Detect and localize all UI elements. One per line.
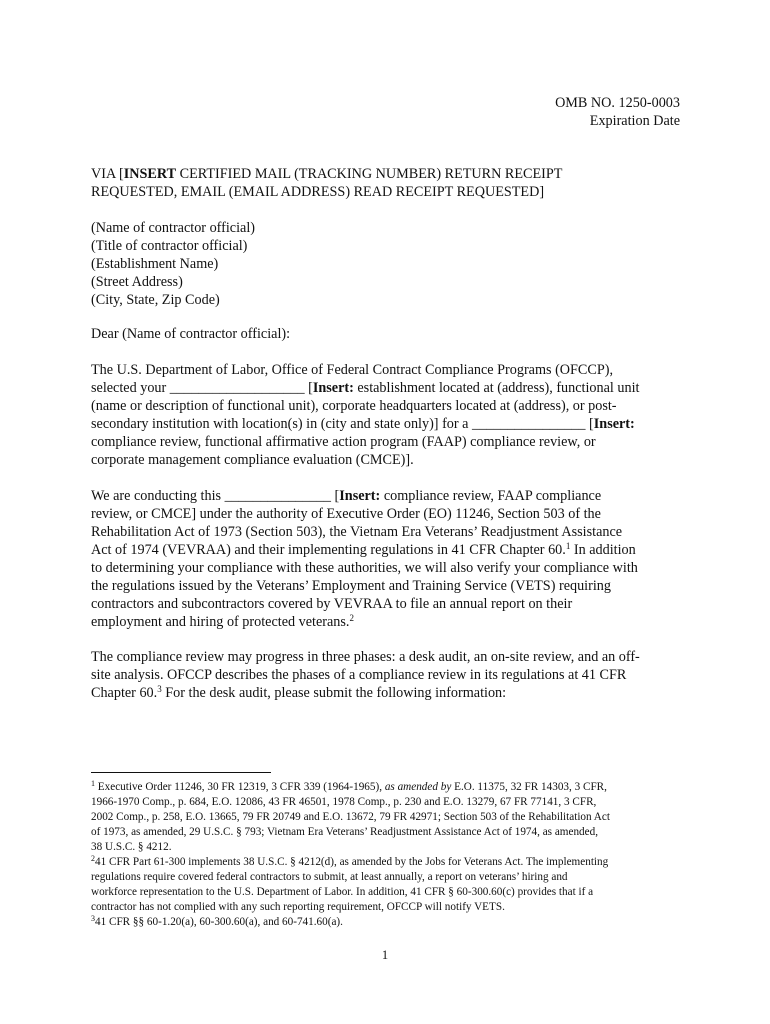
delivery-instructions <box>91 165 683 201</box>
address-line: (Street Address) <box>91 274 183 290</box>
insert-label: Insert: <box>312 380 354 396</box>
footnote-3 <box>91 915 691 930</box>
footnote-text: E.O. 11375, 32 FR 14303, 3 CFR, <box>451 781 607 793</box>
via-text: CERTIFIED MAIL (TRACKING NUMBER) RETURN RECEIPT <box>176 166 563 182</box>
recipient-address <box>91 219 683 309</box>
text-line: selected your ___________________ [ <box>91 380 313 396</box>
footnote-italic: as amended by <box>384 781 452 793</box>
text-line: Act of 1974 (VEVRAA) and their implementing regulations in 41 CFR Chapter 60. <box>91 542 566 558</box>
omb-header <box>555 94 680 130</box>
footnote-text: 38 U.S.C. § 4212. <box>91 841 172 853</box>
footnote-text: contractor has not complied with any such reporting requirement, OFCCP will notify VETS. <box>91 901 505 913</box>
text-line: the regulations issued by the Veterans’ Employment and Training Service (VETS) requiring <box>91 578 611 594</box>
address-line: (Establishment Name) <box>91 256 219 272</box>
insert-label: Insert: <box>339 488 381 504</box>
text-line: compliance review, functional affirmative action program (FAAP) compliance review, or <box>91 434 596 450</box>
footnote-divider <box>91 772 271 773</box>
text-line: establishment located at (address), functional unit <box>353 380 640 396</box>
text-line: contractors and subcontractors covered by VEVRAA to file an annual report on their <box>91 596 573 612</box>
paragraph-selection <box>91 361 683 469</box>
text-line: corporate management compliance evaluation (CMCE)]. <box>91 452 414 468</box>
footnote-ref[interactable]: 2 <box>349 613 354 623</box>
footnote-1 <box>91 780 691 855</box>
paragraph-phases <box>91 648 683 702</box>
text-line: In addition <box>570 542 636 558</box>
footnote-text: Executive Order 11246, 30 FR 12319, 3 CFR 339 (1964-1965), <box>95 781 385 793</box>
omb-number: OMB NO. 1250-0003 <box>555 95 680 111</box>
text-line: employment and hiring of protected veterans. <box>91 614 350 630</box>
address-line: (Name of contractor official) <box>91 220 255 236</box>
footnote-2 <box>91 855 691 915</box>
text-line: We are conducting this _______________ [ <box>91 488 340 504</box>
footnote-ref[interactable]: 1 <box>565 541 571 551</box>
footnote-text: regulations require covered federal contractors to submit, at least annually, a report on veterans’ hiring and <box>91 871 568 883</box>
via-text: REQUESTED, EMAIL (EMAIL ADDRESS) READ RECEIPT REQUESTED] <box>91 184 545 200</box>
text-line: (name or description of functional unit), corporate headquarters located at (address), or post- <box>91 398 617 414</box>
footnote-text: workforce representation to the U.S. Department of Labor. In addition, 41 CFR § 60-300.60(c) provides that if a <box>91 886 594 898</box>
footnote-number: 3 <box>91 914 95 923</box>
text-line: compliance review, FAAP compliance <box>380 488 602 504</box>
footnote-number: 2 <box>91 854 95 863</box>
footnote-ref[interactable]: 3 <box>157 684 162 694</box>
expiration-date: Expiration Date <box>589 113 680 129</box>
text-line: to determining your compliance with these authorities, we will also verify your compliance with <box>91 560 638 576</box>
address-line: (City, State, Zip Code) <box>91 292 220 308</box>
footnote-text: 41 CFR Part 61-300 implements 38 U.S.C. § 4212(d), as amended by the Jobs for Veterans Act. The implementing <box>95 856 609 868</box>
text-line: The compliance review may progress in three phases: a desk audit, an on-site review, and an off- <box>91 649 640 665</box>
footnote-text: 2002 Comp., p. 258, E.O. 13665, 79 FR 20749 and E.O. 13672, 79 FR 42971; Section 503 of the Rehabilitation Act <box>91 811 610 823</box>
footnote-text: 1966-1970 Comp., p. 684, E.O. 12086, 43 FR 46501, 1978 Comp., p. 230 and E.O. 13279, 67 FR 77141, 3 CFR, <box>91 796 597 808</box>
footnote-text: 41 CFR §§ 60-1.20(a), 60-300.60(a), and 60-741.60(a). <box>95 916 343 928</box>
address-line: (Title of contractor official) <box>91 238 248 254</box>
page-number: 1 <box>381 948 389 962</box>
salutation: Dear (Name of contractor official): <box>91 326 291 342</box>
text-line: Rehabilitation Act of 1973 (Section 503), the Vietnam Era Veterans’ Readjustment Assistance <box>91 524 623 540</box>
via-text: VIA [ <box>91 166 124 182</box>
footnote-number: 1 <box>91 779 95 788</box>
footnote-text: of 1973, as amended, 29 U.S.C. § 793; Vietnam Era Veterans’ Readjustment Assistance Act of 1974, as amended, <box>91 826 599 838</box>
text-line: review, or CMCE] under the authority of Executive Order (EO) 11246, Section 503 of the <box>91 506 601 522</box>
text-line: The U.S. Department of Labor, Office of Federal Contract Compliance Programs (OFCCP), <box>91 362 614 378</box>
text-line: secondary institution with location(s) in (city and state only)] for a ________________ [ <box>91 416 594 432</box>
insert-label: Insert: <box>593 416 635 432</box>
text-line: Chapter 60. <box>91 685 158 701</box>
paragraph-authority <box>91 487 683 631</box>
text-line: For the desk audit, please submit the following information: <box>161 685 507 701</box>
insert-label: INSERT <box>123 166 177 182</box>
text-line: site analysis. OFCCP describes the phases of a compliance review in its regulations at 41 CFR <box>91 667 627 683</box>
